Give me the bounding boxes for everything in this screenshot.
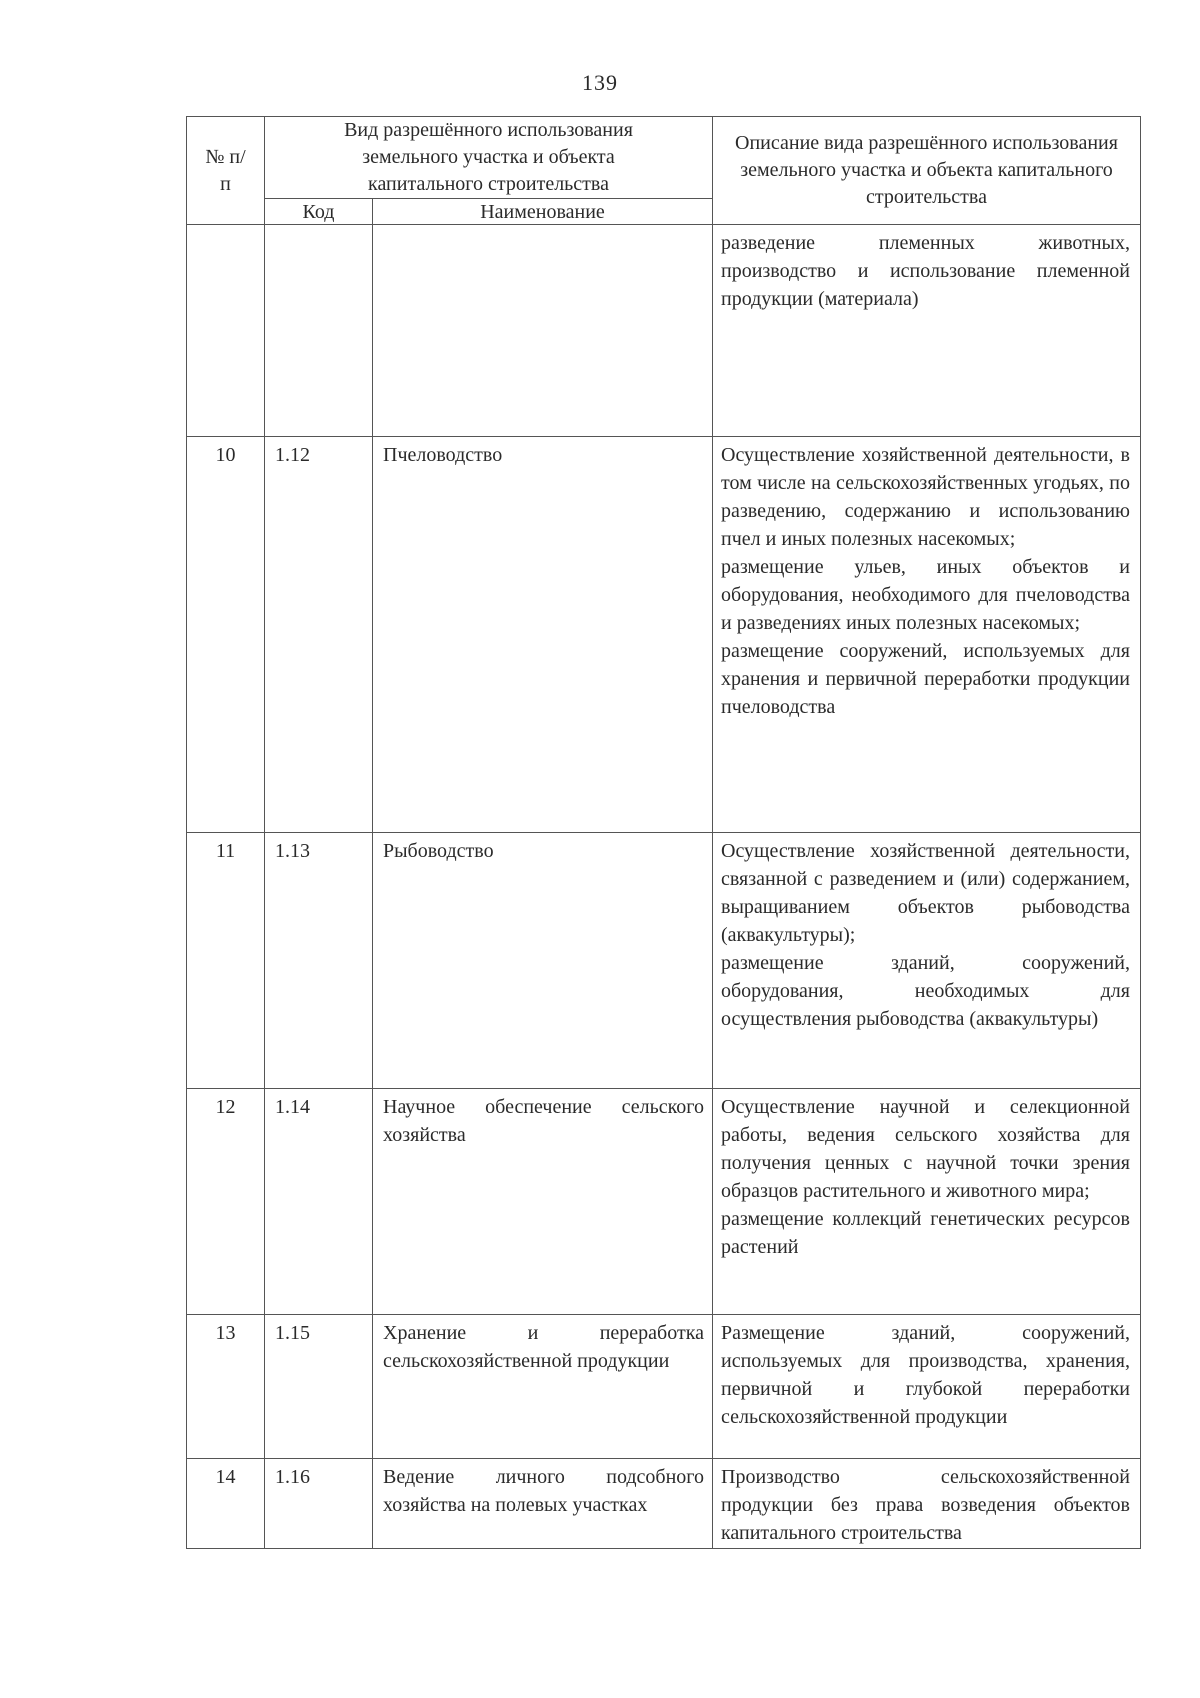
cell-name: Ведение личного подсобного хозяйства на полевых участках xyxy=(373,1459,713,1549)
table-row xyxy=(187,1089,1141,1315)
cell-num: 13 xyxy=(187,1315,265,1459)
page-number: 139 xyxy=(582,70,618,95)
cell-code xyxy=(265,225,373,437)
cell-code: 1.14 xyxy=(265,1089,373,1315)
table-row xyxy=(187,437,1141,833)
cell-name: Хранение и переработка сельскохозяйственной продукции xyxy=(373,1315,713,1459)
table-row-continuation xyxy=(187,225,1141,437)
cell-num: 12 xyxy=(187,1089,265,1315)
cell-code: 1.12 xyxy=(265,437,373,833)
description-text: размещение сооружений, используемых для хранения и первичной переработки продукции пчеловодства xyxy=(721,640,1130,718)
cell-code: 1.16 xyxy=(265,1459,373,1549)
description-text: Осуществление хозяйственной деятельности, в том числе на сельскохозяйственных угодьях, по разведению, содержанию и использованию пчел и иных полезных насекомых; xyxy=(721,444,1130,550)
cell-code: 1.15 xyxy=(265,1315,373,1459)
cell-num xyxy=(187,225,265,437)
header-num: № п/п xyxy=(187,117,265,225)
cell-num: 14 xyxy=(187,1459,265,1549)
cell-code: 1.13 xyxy=(265,833,373,1089)
cell-description xyxy=(713,437,1141,833)
cell-description xyxy=(713,225,1141,437)
table-row xyxy=(187,833,1141,1089)
description-text: Осуществление хозяйственной деятельности, связанной с разведением и (или) содержанием, выращиванием объектов рыбоводства (аквакультуры); xyxy=(721,840,1130,946)
header-description: Описание вида разрешённого использования земельного участка и объекта капитального строительства xyxy=(713,117,1141,225)
header-code: Код xyxy=(265,199,373,225)
cell-name: Рыбоводство xyxy=(373,833,713,1089)
description-text: Размещение зданий, сооружений, используемых для производства, хранения, первичной и глубокой переработки сельскохозяйственной продукции xyxy=(721,1322,1130,1428)
cell-name: Пчеловодство xyxy=(373,437,713,833)
description-text: разведение племенных животных, производство и использование племенной продукции (материала) xyxy=(721,232,1130,310)
cell-name: Научное обеспечение сельского хозяйства xyxy=(373,1089,713,1315)
cell-name xyxy=(373,225,713,437)
cell-description xyxy=(713,1459,1141,1549)
description-text: размещение ульев, иных объектов и оборудования, необходимого для пчеловодства и разведениях иных полезных насекомых; xyxy=(721,556,1130,634)
description-text: Осуществление научной и селекционной работы, ведения сельского хозяйства для получения ценных с научной точки зрения образцов растительного и животного мира; xyxy=(721,1096,1130,1202)
description-text: размещение зданий, сооружений, оборудования, необходимых для осуществления рыбоводства (аквакультуры) xyxy=(721,952,1130,1030)
header-name: Наименование xyxy=(373,199,713,225)
table-row xyxy=(187,1315,1141,1459)
land-use-table xyxy=(186,116,1141,1549)
cell-description xyxy=(713,1315,1141,1459)
table-row xyxy=(187,1459,1141,1549)
cell-num: 10 xyxy=(187,437,265,833)
cell-description xyxy=(713,833,1141,1089)
header-group: Вид разрешённого использования земельного участка и объекта капитального строительства xyxy=(265,117,713,199)
cell-description xyxy=(713,1089,1141,1315)
cell-num: 11 xyxy=(187,833,265,1089)
description-text: Производство сельскохозяйственной продукции без права возведения объектов капитального строительства xyxy=(721,1466,1130,1544)
description-text: размещение коллекций генетических ресурсов растений xyxy=(721,1208,1130,1258)
